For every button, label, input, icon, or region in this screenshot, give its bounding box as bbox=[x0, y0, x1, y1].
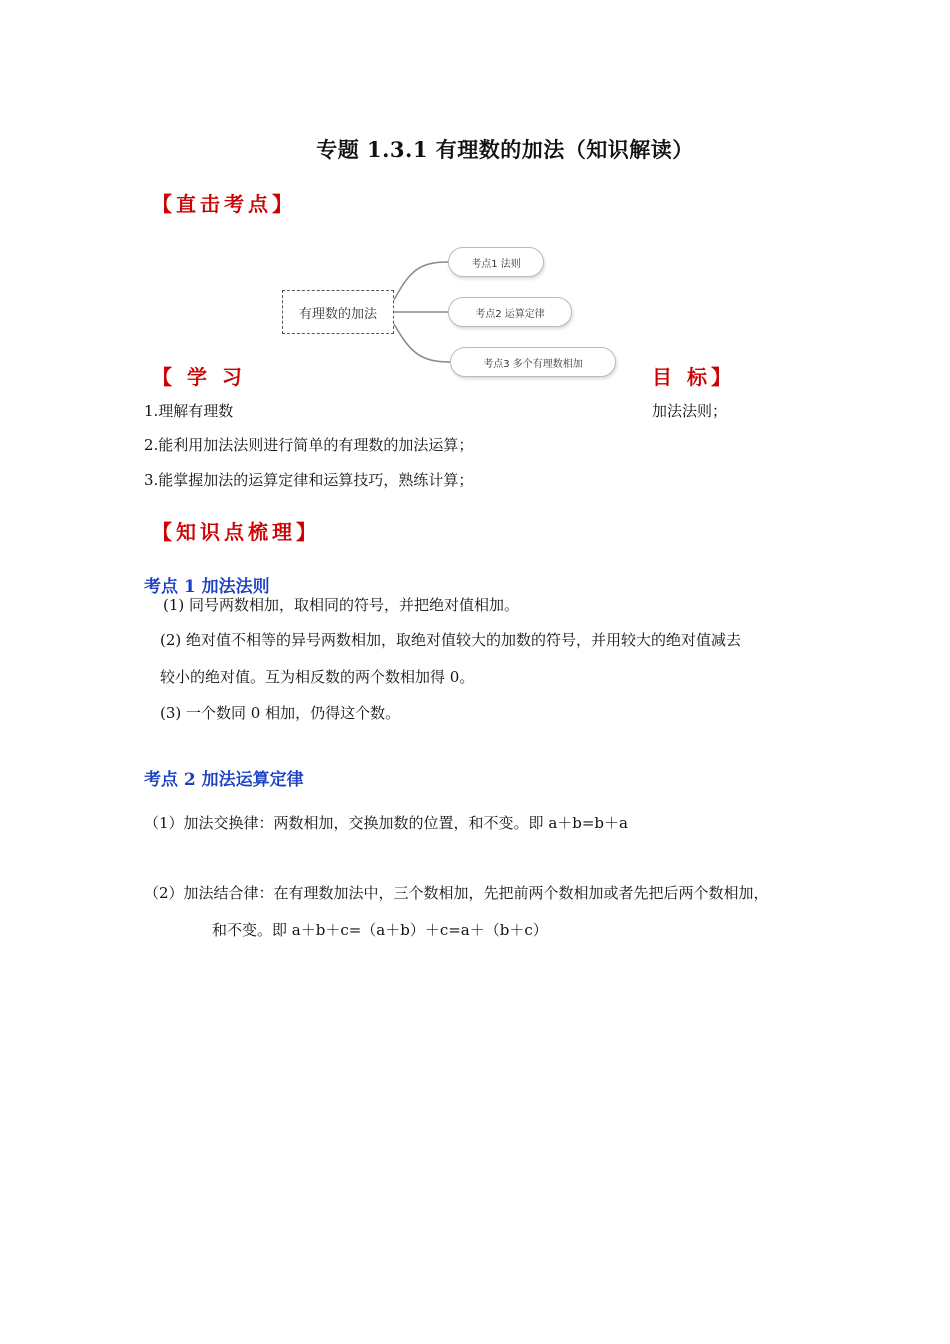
kp1-heading: 考点 1 加法法则 bbox=[144, 577, 270, 597]
section-goals-right: 目 标】 bbox=[652, 365, 735, 389]
kp2-law-2b: 和不变。即 a＋b＋c=（a＋b）＋c=a＋（b＋c） bbox=[212, 921, 548, 939]
mindmap-root: 有理数的加法 bbox=[282, 290, 394, 334]
mindmap-node-1: 考点1 法则 bbox=[448, 247, 544, 277]
section-goals-left: 【 学 习 bbox=[152, 365, 246, 389]
kp2-heading: 考点 2 加法运算定律 bbox=[144, 770, 304, 790]
section-knowledge: 【知识点梳理】 bbox=[152, 520, 320, 544]
goal-1-left: 1.理解有理数 bbox=[144, 402, 234, 420]
page-title: 专题 1.3.1 有理数的加法（知识解读） bbox=[316, 137, 694, 162]
goal-1-right: 加法法则； bbox=[652, 402, 728, 420]
kp2-law-2a: （2）加法结合律：在有理数加法中，三个数相加，先把前两个数相加或者先把后两个数相加， bbox=[144, 884, 769, 902]
kp1-rule-2b: 较小的绝对值。互为相反数的两个数相加得 0。 bbox=[160, 668, 475, 686]
mindmap-node-2: 考点2 运算定律 bbox=[448, 297, 572, 327]
kp2-law-1: （1）加法交换律：两数相加，交换加数的位置，和不变。即 a＋b=b＋a bbox=[144, 814, 628, 832]
goal-2: 2.能利用加法法则进行简单的有理数的加法运算； bbox=[144, 436, 474, 454]
kp1-rule-1: (1) 同号两数相加，取相同的符号，并把绝对值相加。 bbox=[163, 596, 520, 614]
section-direct-points: 【直击考点】 bbox=[152, 192, 296, 216]
mindmap-node-3: 考点3 多个有理数相加 bbox=[450, 347, 616, 377]
kp1-rule-3: (3) 一个数同 0 相加，仍得这个数。 bbox=[160, 704, 401, 722]
goal-3: 3.能掌握加法的运算定律和运算技巧，熟练计算； bbox=[144, 471, 474, 489]
kp1-rule-2a: (2) 绝对值不相等的异号两数相加，取绝对值较大的加数的符号，并用较大的绝对值减去 bbox=[160, 631, 742, 649]
